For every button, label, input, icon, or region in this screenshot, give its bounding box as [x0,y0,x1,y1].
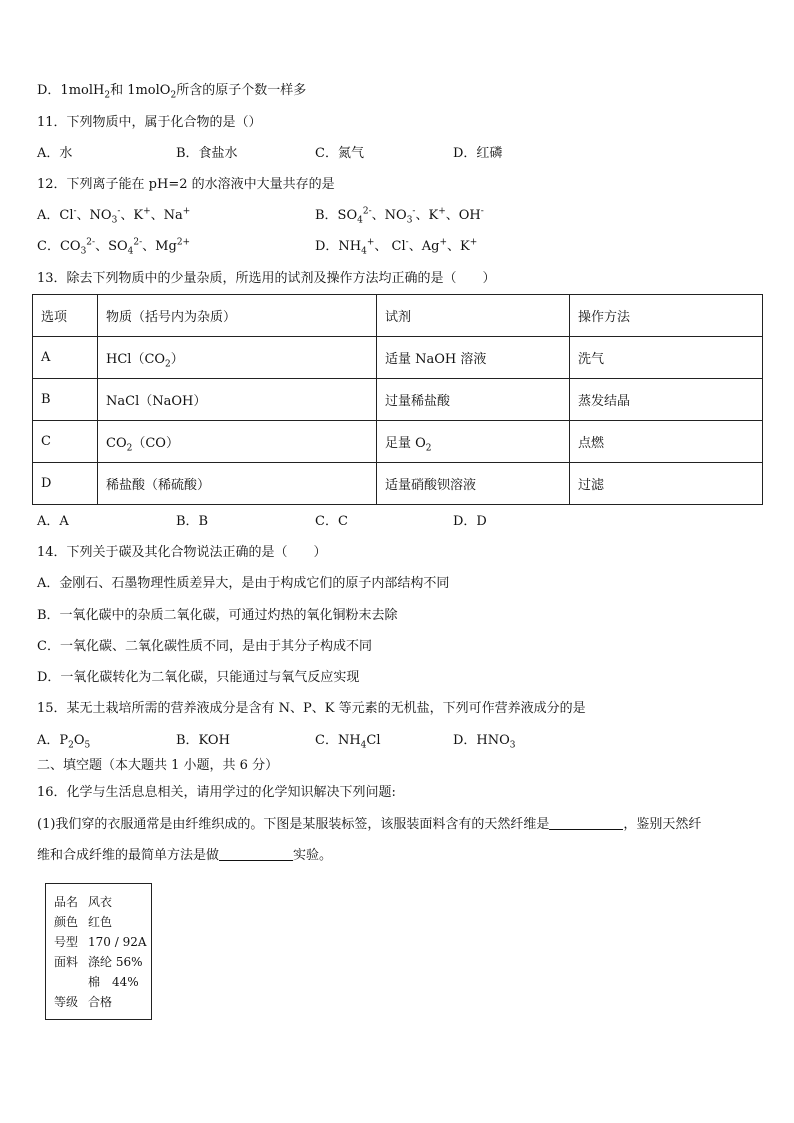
q15-option-d: D．$HNO_3$ [453,733,516,751]
q11-option-a: A．水 [37,146,73,161]
table-header-cell: 选项 [33,295,98,337]
table-cell-option: C [33,421,98,463]
table-row [33,337,763,379]
q12-option-d: D．$NH_4^+$、 Cl-、Ag+、K+ [315,237,478,257]
clothing-label [45,883,152,1020]
q16-stem: 16．化学与生活息息相关，请用学过的化学知识解决下列问题: [37,785,396,800]
q12-option-c: C．$CO_3^{2-}$、$SO_4^{2-}$、$Mg^{2+}$ [37,237,191,257]
label-row: 等级 合格 [54,995,113,1009]
table-cell-reagent: 适量硝酸钡溶液 [377,463,570,505]
q12-stem: 12．下列离子能在 pH=2 的水溶液中大量共存的是 [37,177,335,192]
q13-option-c: C．C [315,514,348,529]
q12-option-b: B．$SO_4^{2-}$、$NO_3^-$、K+、OH- [315,206,484,226]
table-row [33,463,763,505]
table-cell-method: 蒸发结晶 [570,379,763,421]
table-cell-option: D [33,463,98,505]
answer-blank[interactable] [549,815,623,830]
table-cell-method: 过滤 [570,463,763,505]
q14-option-d: D．一氧化碳转化为二氧化碳，只能通过与氧气反应实现 [37,670,360,685]
table-cell-option: B [33,379,98,421]
q16-part1-line1: (1)我们穿的衣服通常是由纤维织成的。下图是某服装标签，该服装面料含有的天然纤维是 ，鉴别天然纤 [37,817,702,832]
table-header-cell: 操作方法 [570,295,763,337]
label-row: 品名 风衣 [54,895,113,909]
table-cell-reagent: 适量 NaOH 溶液 [377,337,570,379]
q10-option-d: D．1molH$_2$和 1molO$_2$所含的原子个数一样多 [37,83,307,101]
table-cell-substance: $CO_2(CO)$ [98,421,377,463]
q11-option-d: D．红磷 [453,146,503,161]
table-cell-reagent: 过量稀盐酸 [377,379,570,421]
table-cell-reagent: 足量 $O_2$ [377,421,570,463]
q16-part1-line2: 维和合成纤维的最简单方法是做 实验。 [37,848,333,863]
table-row [33,379,763,421]
q13-option-d: D．D [453,514,487,529]
table-cell-method: 洗气 [570,337,763,379]
q13-stem: 13．除去下列物质中的少量杂质，所选用的试剂及操作方法均正确的是（ ） [37,271,496,286]
q15-option-a: A．$P_2O_5$ [37,733,91,751]
section-heading: 二、填空题（本大题共 1 小题，共 6 分） [37,758,279,773]
table-cell-substance: NaCl（NaOH） [98,379,377,421]
q14-option-a: A．金刚石、石墨物理性质差异大，是由于构成它们的原子内部结构不同 [37,576,450,591]
q15-stem: 15．某无土栽培所需的营养液成分是含有 N、P、K 等元素的无机盐，下列可作营养液成分的是 [37,701,586,716]
q13-option-a: A．A [37,514,69,529]
label-row: 棉 44% [88,975,139,989]
table-cell-substance: $HCl(CO_2)$ [98,337,377,379]
q14-option-c: C．一氧化碳、二氧化碳性质不同，是由于其分子构成不同 [37,639,372,654]
table-cell-substance: 稀盐酸（稀硫酸） [98,463,377,505]
q15-option-c: C．$NH_4Cl$ [315,733,381,751]
q14-option-b: B．一氧化碳中的杂质二氧化碳，可通过灼热的氧化铜粉末去除 [37,608,398,623]
table-row [33,421,763,463]
label-row: 号型 170 / 92A [54,935,147,949]
table-cell-option: A [33,337,98,379]
q11-option-c: C．氮气 [315,146,364,161]
q11-stem: 11．下列物质中，属于化合物的是（） [37,115,262,130]
answer-blank[interactable] [219,846,293,861]
label-row: 颜色 红色 [54,915,113,929]
q15-option-b: B．KOH [176,733,230,748]
label-row: 面料 涤纶 56% [54,955,143,969]
q13-option-b: B．B [176,514,209,529]
q13-table [32,294,763,505]
q12-option-a: A．Cl-、$NO_3^-$、K+、Na+ [37,206,191,226]
q14-stem: 14．下列关于碳及其化合物说法正确的是（ ） [37,545,327,560]
q11-option-b: B．食盐水 [176,146,238,161]
table-header-cell: 物质（括号内为杂质） [98,295,377,337]
table-cell-method: 点燃 [570,421,763,463]
table-header-row [33,295,763,337]
table-header-cell: 试剂 [377,295,570,337]
